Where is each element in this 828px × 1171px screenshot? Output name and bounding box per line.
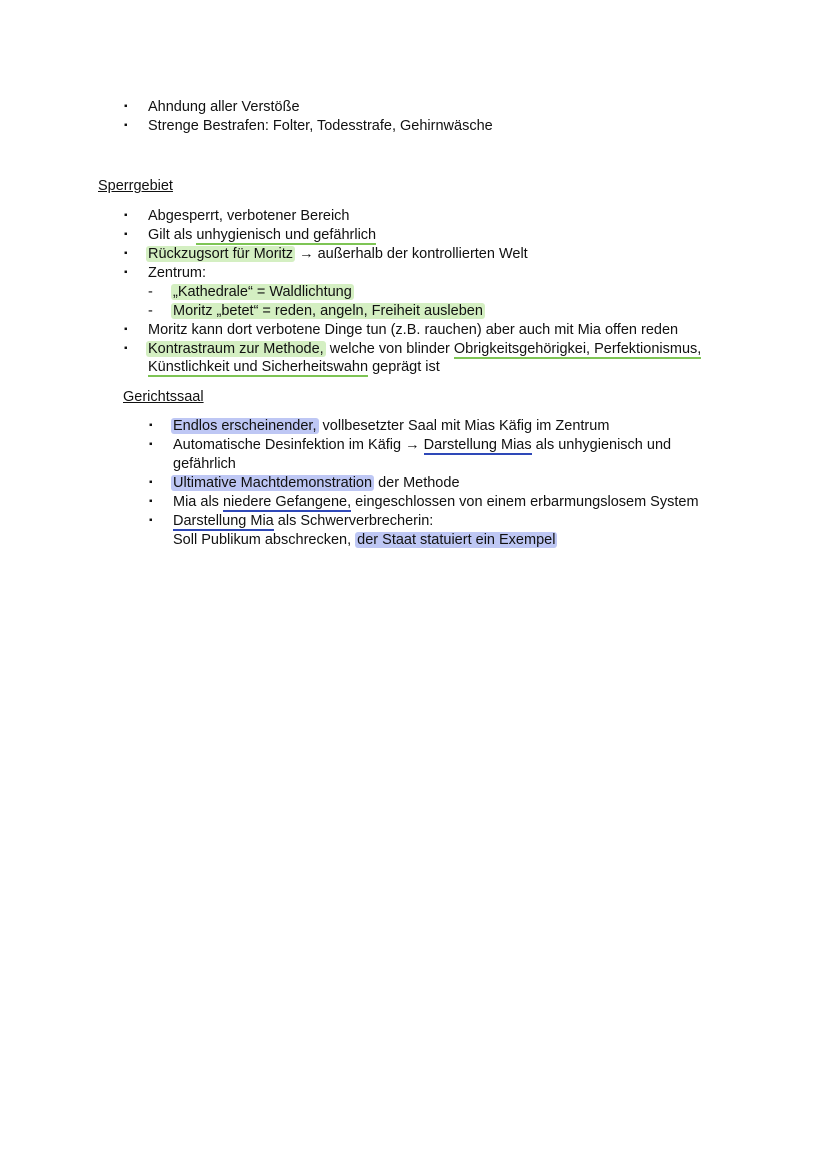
bullet-icon: ▪ [149,477,153,488]
list-item-continuation: gefährlich [173,456,236,472]
list-item: Moritz kann dort verbotene Dinge tun (z.B. rauchen) aber auch mit Mia offen reden [148,322,679,338]
text: als unhygienisch und [531,437,672,453]
bullet-icon: ▪ [124,229,128,240]
underlined-text: Künstlichkeit und Sicherheitswahn [148,359,369,375]
highlighted-text: Endlos erscheinender, [173,418,317,434]
list-item: Abgesperrt, verbotener Bereich [148,208,350,224]
text: der Methode [374,475,460,491]
bullet-icon: ▪ [149,439,153,450]
highlighted-text: „Kathedrale“ = Waldlichtung [173,284,352,300]
bullet-icon: ▪ [124,101,128,112]
text: Mia als [173,494,223,510]
dash-icon: - [148,303,153,319]
dash-icon: - [148,284,153,300]
text: welche von blinder [325,341,454,357]
list-item: Zentrum: [148,265,207,281]
text: als Schwerverbrecherin: [273,513,434,529]
list-item [171,417,609,435]
bullet-icon: ▪ [124,248,128,259]
list-item [148,226,376,244]
underlined-text: niedere Gefangene, [222,494,352,510]
list-item [146,340,701,358]
text: Soll Publikum abschrecken, [173,532,356,548]
bullet-icon: ▪ [124,210,128,221]
sub-list-item [171,302,485,320]
bullet-icon: ▪ [149,420,153,431]
highlighted-text: Ultimative Machtdemonstration [173,475,373,491]
list-item [173,493,699,511]
list-item [173,512,433,530]
text: geprägt ist [368,359,440,375]
section-heading-sperrgebiet: Sperrgebiet [98,178,173,194]
highlighted-text: der Staat statuiert ein Exempel [357,532,556,548]
bullet-icon: ▪ [124,267,128,278]
bullet-icon: ▪ [149,515,153,526]
text: Gilt als [148,227,197,243]
list-item: Ahndung aller Verstöße [148,99,300,115]
underlined-text: Obrigkeitsgehörigkei, Perfektionismus, [453,341,702,357]
bullet-icon: ▪ [124,343,128,354]
list-item [173,436,671,454]
bullet-icon: ▪ [149,496,153,507]
bullet-icon: ▪ [124,120,128,131]
list-item: Strenge Bestrafen: Folter, Todesstrafe, Gehirnwäsche [148,118,493,134]
underlined-text: unhygienisch und gefährlich [196,227,377,243]
sub-list-item [171,283,354,301]
text: Automatische Desinfektion im Käfig → [173,437,424,453]
highlighted-text: Kontrastraum zur Methode, [148,341,324,357]
underlined-text: Darstellung Mias [423,437,532,453]
bullet-icon: ▪ [124,324,128,335]
underlined-text: Darstellung Mia [173,513,274,529]
section-heading-gerichtssaal: Gerichtssaal [123,389,204,405]
list-item-continuation [173,531,557,549]
list-item [171,474,460,492]
list-item [146,245,528,263]
list-item-continuation [148,358,440,376]
highlighted-text: Rückzugsort für Moritz [148,246,294,262]
text: vollbesetzter Saal mit Mias Käfig im Zentrum [318,418,610,434]
text: eingeschlossen von einem erbarmungslosem System [351,494,699,510]
text: → außerhalb der kontrollierten Welt [295,246,528,262]
highlighted-text: Moritz „betet“ = reden, angeln, Freiheit ausleben [173,303,483,319]
